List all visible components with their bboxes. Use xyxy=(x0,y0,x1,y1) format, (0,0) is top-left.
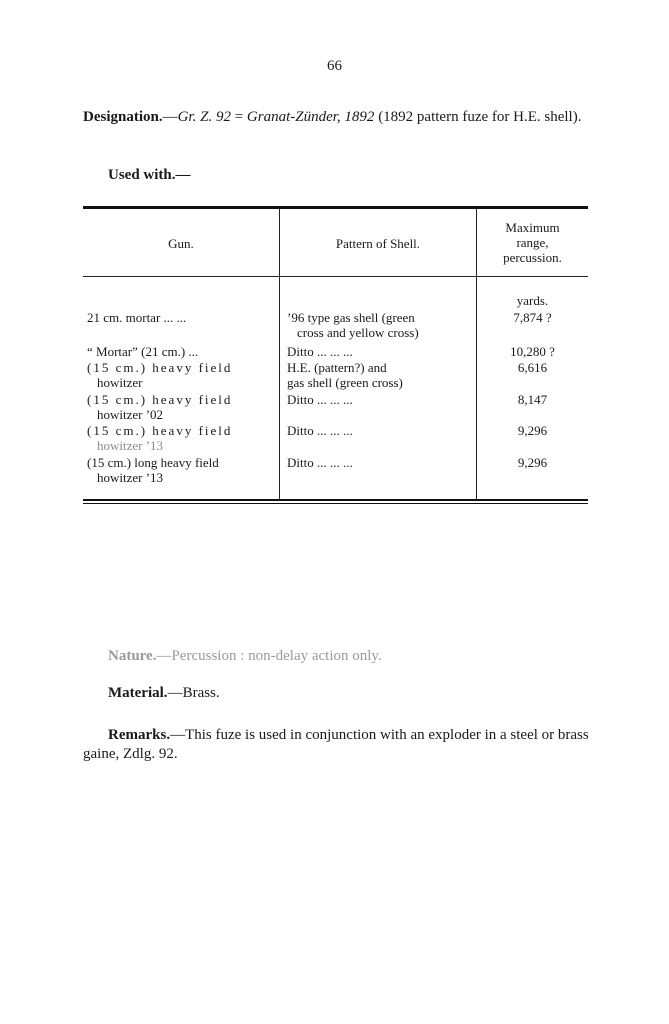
table-row-shell xyxy=(287,310,473,340)
header-range-line-3: percussion. xyxy=(503,250,562,265)
table-row-shell xyxy=(287,344,473,359)
gun-line: (15 cm.) heavy field xyxy=(87,360,233,375)
table-row-shell xyxy=(287,360,473,390)
nature-text: —Percussion : non-delay action only. xyxy=(156,648,382,664)
header-range-line-2: range, xyxy=(516,235,549,250)
gun-line: howitzer ’13 xyxy=(97,438,164,453)
gun-line: howitzer xyxy=(97,375,143,390)
shell-line: Ditto ... ... ... xyxy=(287,455,353,470)
shell-line: gas shell (green cross) xyxy=(287,375,403,390)
table-row-range: 10,280 ? xyxy=(510,344,555,359)
remarks-text: —This fuze is used in conjunction with an exploder in a steel or brass gaine, Zdlg. 92. xyxy=(83,727,589,762)
table-row-gun xyxy=(87,344,277,359)
table-row-range: 7,874 ? xyxy=(513,310,552,325)
gun-line: (15 cm.) heavy field xyxy=(87,423,233,438)
gun-line: 21 cm. mortar ... ... xyxy=(87,310,187,325)
table-divider-1 xyxy=(279,209,280,499)
gun-line: “ Mortar” (21 cm.) ... xyxy=(87,344,199,359)
designation-label: Designation. xyxy=(83,109,163,125)
shell-line: Ditto ... ... ... xyxy=(287,344,353,359)
table-row-range: 9,296 xyxy=(517,423,548,438)
nature-paragraph xyxy=(108,647,588,666)
table-row-gun xyxy=(87,423,277,453)
table-row-gun xyxy=(87,455,277,485)
material-text: —Brass. xyxy=(167,685,220,701)
table-row-gun xyxy=(87,392,277,422)
table-row-shell xyxy=(287,423,473,438)
designation-abbrev: Gr. Z. 92 xyxy=(177,109,231,125)
nature-label: Nature. xyxy=(108,648,157,664)
table-bottom-rule xyxy=(83,499,588,501)
designation-paragraph xyxy=(83,108,591,127)
table-row-range: 9,296 xyxy=(517,455,548,470)
gun-line: (15 cm.) long heavy field xyxy=(87,455,219,470)
table-row-shell xyxy=(287,455,473,470)
header-shell: Pattern of Shell. xyxy=(335,236,421,251)
table-row-gun xyxy=(87,360,277,390)
shell-line: Ditto ... ... ... xyxy=(287,423,353,438)
shell-line: H.E. (pattern?) and xyxy=(287,360,387,375)
header-rule xyxy=(83,276,588,277)
remarks-label: Remarks. xyxy=(108,727,171,743)
designation-equals: = xyxy=(230,109,247,125)
table-row-gun xyxy=(87,310,277,325)
gun-line: (15 cm.) heavy field xyxy=(87,392,233,407)
header-gun: Gun. xyxy=(168,236,194,251)
table-row-shell xyxy=(287,392,473,407)
gun-line: howitzer ’02 xyxy=(97,407,164,422)
gun-line: howitzer ’13 xyxy=(97,470,164,485)
gun-table xyxy=(83,206,588,505)
table-row-range: 8,147 xyxy=(517,392,548,407)
shell-line: ’96 type gas shell (green xyxy=(287,310,415,325)
used-with-heading: Used with.— xyxy=(108,167,191,183)
table-row-range: 6,616 xyxy=(517,360,548,375)
designation-name: Granat-Zünder, 1892 xyxy=(246,109,375,125)
table-bottom-rule-thin xyxy=(83,503,588,504)
header-range-line-1: Maximum xyxy=(505,220,560,235)
designation-desc: (1892 pattern fuze for H.E. shell). xyxy=(374,109,582,125)
header-range xyxy=(477,220,588,265)
material-label: Material. xyxy=(108,685,168,701)
shell-line: Ditto ... ... ... xyxy=(287,392,353,407)
page-number: 66 xyxy=(327,58,342,74)
designation-dash: — xyxy=(162,109,178,125)
range-units: yards. xyxy=(516,293,549,308)
shell-line: cross and yellow cross) xyxy=(297,325,419,340)
material-paragraph xyxy=(108,684,588,703)
remarks-paragraph xyxy=(83,726,591,764)
